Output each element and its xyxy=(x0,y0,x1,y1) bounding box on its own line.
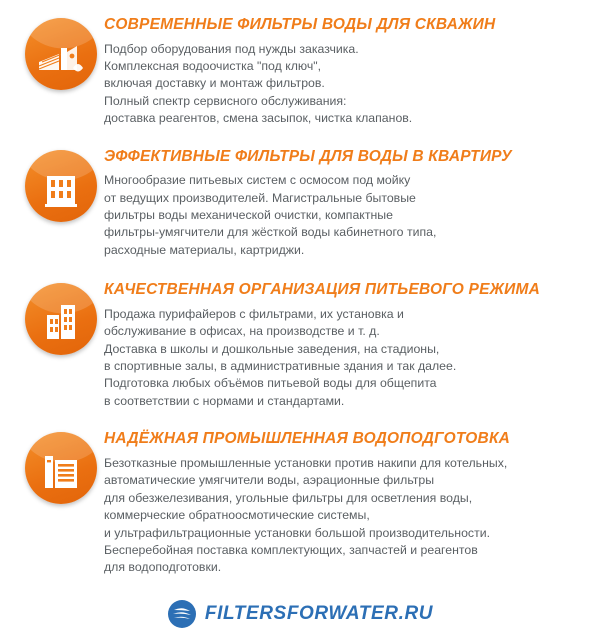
body-line: от ведущих производителей. Магистральные бытовые xyxy=(104,190,416,205)
body-line: Бесперебойная поставка комплектующих, запчастей и реагентов xyxy=(104,542,478,557)
office-towers-icon xyxy=(25,283,97,355)
body-line: в соответствии с нормами и стандартами. xyxy=(104,393,345,408)
section-title: НАДЁЖНАЯ ПРОМЫШЛЕННАЯ ВОДОПОДГОТОВКА xyxy=(104,430,511,448)
icon-container xyxy=(18,10,104,90)
site-name[interactable]: FILTERSFORWATER.RU xyxy=(204,602,434,624)
body-line: Многообразие питьевых систем с осмосом под мойку xyxy=(104,173,411,188)
icon-container xyxy=(18,142,104,222)
section-title: ЭФФЕКТИВНЫЕ ФИЛЬТРЫ ДЛЯ ВОДЫ В КВАРТИРУ xyxy=(104,147,512,165)
body-line: для обезжелезивания, угольные фильтры для осветления воды, xyxy=(104,490,473,505)
section-text xyxy=(104,424,588,576)
apartment-building-icon xyxy=(25,150,97,222)
body-line: фильтры-умягчители для жёсткой воды кабинетного типа, xyxy=(104,225,437,240)
section-body xyxy=(104,172,588,259)
body-line: Доставка в школы и дошкольные заведения, на стадионы, xyxy=(104,341,440,356)
body-line: Подготовка любых объёмов питьевой воды для общепита xyxy=(104,376,437,391)
body-line: автоматические умягчители воды, аэрационные фильтры xyxy=(104,473,435,488)
section-wells xyxy=(0,10,600,128)
section-apartment xyxy=(0,142,600,260)
body-line: в спортивные залы, в административные здания и так далее. xyxy=(104,359,457,374)
body-line: и ультрафильтрационные установки большой производительности. xyxy=(104,525,490,540)
body-line: Комплексная водоочистка "под ключ", xyxy=(104,59,322,73)
water-well-field-icon xyxy=(25,18,97,90)
section-drinking-regime xyxy=(0,275,600,410)
section-text xyxy=(104,275,588,410)
site-footer[interactable] xyxy=(0,599,600,629)
section-industrial xyxy=(0,424,600,576)
section-body xyxy=(104,455,588,577)
body-line: включая доставку и монтаж фильтров. xyxy=(104,76,325,91)
icon-container xyxy=(18,275,104,355)
section-body xyxy=(104,41,588,128)
icon-container xyxy=(18,424,104,504)
body-line: фильтры воды механической очистки, компактные xyxy=(104,208,393,223)
promo-page xyxy=(0,10,600,624)
section-text xyxy=(104,10,588,128)
body-line: доставка реагентов, смена засыпок, чистка клапанов. xyxy=(104,111,413,126)
water-swirl-logo-icon xyxy=(167,599,197,629)
body-line: коммерческие обратноосмотические системы, xyxy=(104,508,370,523)
section-body xyxy=(104,306,588,410)
body-line: Подбор оборудования под нужды заказчика. xyxy=(104,41,359,56)
body-line: Продажа пурифайеров с фильтрами, их установка и xyxy=(104,306,404,321)
body-line: расходные материалы, картриджи. xyxy=(104,242,305,257)
body-line: обслуживание в офисах, на производстве и т. д. xyxy=(104,324,380,339)
body-line: Полный спектр сервисного обслуживания: xyxy=(104,93,347,108)
body-line: Безотказные промышленные установки против накипи для котельных, xyxy=(104,455,508,470)
industrial-filter-icon xyxy=(25,432,97,504)
body-line: для водоподготовки. xyxy=(104,560,222,575)
section-title: КАЧЕСТВЕННАЯ ОРГАНИЗАЦИЯ ПИТЬЕВОГО РЕЖИМА xyxy=(104,281,541,299)
section-title: СОВРЕМЕННЫЕ ФИЛЬТРЫ ВОДЫ ДЛЯ СКВАЖИН xyxy=(104,16,496,33)
section-text xyxy=(104,142,588,260)
